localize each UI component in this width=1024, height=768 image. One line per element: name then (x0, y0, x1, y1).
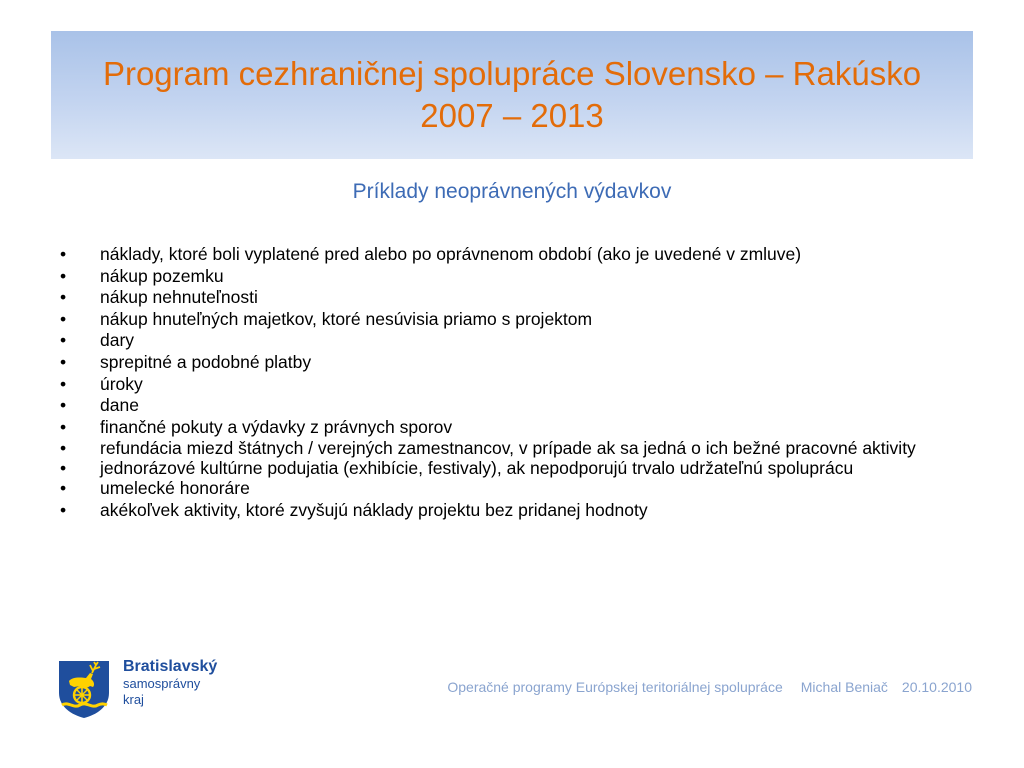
footer-author: Michal Beniač (800, 679, 888, 695)
bullet-list (60, 244, 964, 522)
bullet-item (60, 395, 964, 417)
bullet-text: nákup hnuteľných majetkov, ktoré nesúvisia priamo s projektom (100, 308, 593, 329)
bullet-text: náklady, ktoré boli vyplatené pred alebo po oprávnenom období (ako je uvedené v zmluve) (100, 244, 802, 264)
bullet-text: finančné pokuty a výdavky z právnych sporov (100, 416, 453, 437)
bullet-item (60, 478, 964, 500)
region-logo (56, 657, 241, 719)
bullet-icon: • (60, 265, 67, 286)
bullet-icon: • (60, 373, 67, 394)
bullet-icon: • (60, 416, 67, 437)
bullet-item (60, 458, 964, 478)
title-banner (51, 31, 973, 159)
bullet-icon: • (60, 478, 67, 499)
bullet-item (60, 244, 964, 266)
slide-subtitle: Príklady neoprávnených výdavkov (352, 180, 672, 203)
bullet-item (60, 266, 964, 288)
bullet-text: refundácia miezd štátnych / verejných zamestnancov, v prípade ak sa jedná o ich bežné pracovné aktivity (100, 438, 916, 459)
bullet-icon: • (60, 308, 67, 329)
slide-title-line-2: 2007 – 2013 (420, 97, 604, 134)
bullet-item (60, 438, 964, 458)
logo-subtitle-line: kraj (123, 691, 144, 707)
footer (447, 679, 972, 695)
bullet-item (60, 500, 964, 522)
bullet-text: sprepitné a podobné platby (100, 351, 312, 372)
footer-date: 20.10.2010 (901, 679, 972, 695)
bullet-icon: • (60, 330, 67, 351)
bullet-icon: • (60, 458, 67, 479)
bullet-item (60, 374, 964, 396)
bullet-text: nákup pozemku (100, 265, 224, 286)
bullet-text: úroky (100, 373, 143, 394)
bullet-icon: • (60, 287, 67, 308)
logo-subtitle-line: samosprávny (123, 676, 201, 691)
bullet-icon: • (60, 395, 67, 416)
bullet-icon: • (60, 438, 67, 459)
bullet-item (60, 417, 964, 439)
bratislava-region-coat-of-arms-icon (56, 659, 112, 719)
bullet-icon: • (60, 351, 67, 372)
bullet-item (60, 352, 964, 374)
bullet-icon: • (60, 244, 67, 264)
bullet-text: umelecké honoráre (100, 478, 250, 499)
footer-program: Operačné programy Európskej teritoriálnej spolupráce (447, 679, 783, 695)
bullet-text: jednorázové kultúrne podujatia (exhibície, festivaly), ak nepodporujú trvalo udržateľnú spoluprácu (100, 458, 854, 479)
bullet-item (60, 287, 964, 309)
bullet-text: akékoľvek aktivity, ktoré zvyšujú náklady projektu bez pridanej hodnoty (100, 499, 648, 520)
bullet-icon: • (60, 499, 67, 520)
bullet-text: dane (100, 395, 139, 416)
bullet-item (60, 330, 964, 352)
logo-name: Bratislavský (123, 658, 218, 675)
slide-title-line-1: Program cezhraničnej spolupráce Slovensko – Rakúsko (102, 55, 922, 92)
bullet-item (60, 309, 964, 331)
bullet-text: dary (100, 330, 135, 351)
logo-text (123, 657, 217, 707)
bullet-text: nákup nehnuteľnosti (100, 287, 258, 308)
